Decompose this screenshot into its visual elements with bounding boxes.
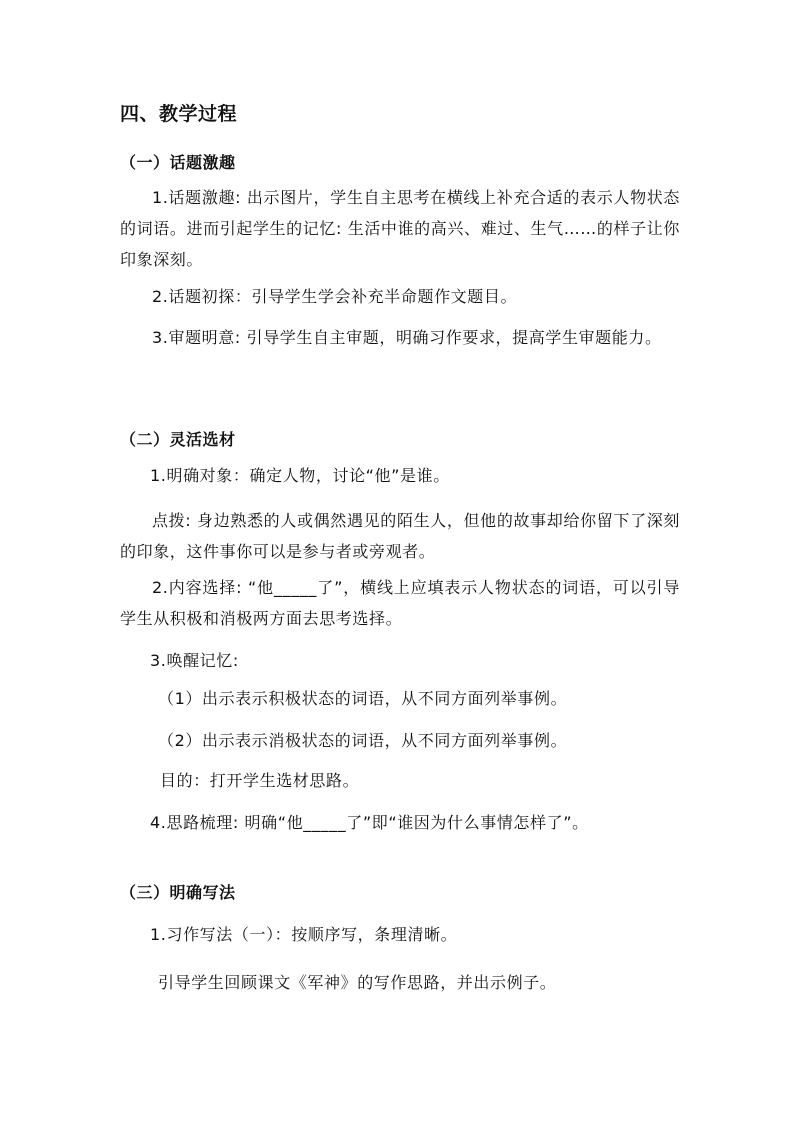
paragraph: 2.内容选择: “他_____了”，横线上应填表示人物状态的词语，可以引导学生从积极和消极两方面去思考选择。 (120, 578, 680, 628)
paragraph: 1.明确对象：确定人物，讨论“他”是谁。 (150, 466, 450, 485)
list-item: （1）出示表示积极状态的词语，从不同方面列举事例。 (158, 689, 568, 708)
paragraph: 3.唤醒记忆: (150, 651, 239, 670)
list-item: （2）出示表示消极状态的词语，从不同方面列举事例。 (158, 731, 568, 750)
paragraph: 1.话题激趣: 出示图片，学生自主思考在横线上补充合适的表示人物状态的词语。进而引起学生的记忆: 生活中谁的高兴、难过、生气……的样子让你印象深刻。 (120, 188, 680, 269)
subsection-title-2: （二）灵活选材 (120, 430, 236, 449)
paragraph: 3.审题明意: 引导学生自主审题，明确习作要求，提高学生审题能力。 (152, 328, 662, 347)
paragraph: 4.思路梳理: 明确“他_____了”即“谁因为什么事情怎样了”。 (150, 813, 589, 832)
paragraph: 点拨: 身边熟悉的人或偶然遇见的陌生人，但他的故事却给你留下了深刻的印象，这件事你可以是参与者或旁观者。 (120, 511, 680, 561)
paragraph: 2.话题初探：引导学生学会补充半命题作文题目。 (152, 287, 518, 306)
paragraph: 1.习作写法（一）：按顺序写，条理清晰。 (150, 925, 458, 944)
subsection-title-3: （三）明确写法 (120, 883, 236, 902)
paragraph: 引导学生回顾课文《军神》的写作思路，并出示例子。 (158, 973, 557, 992)
subsection-title-1: （一）话题激趣 (120, 153, 236, 172)
paragraph: 目的：打开学生选材思路。 (160, 771, 360, 790)
section-heading: 四、教学过程 (120, 103, 238, 125)
